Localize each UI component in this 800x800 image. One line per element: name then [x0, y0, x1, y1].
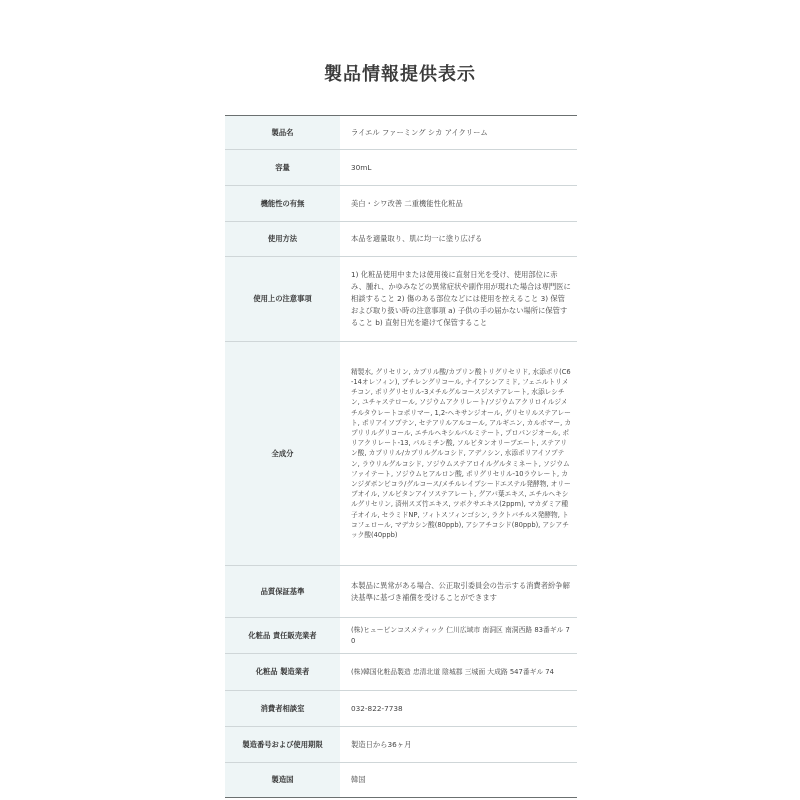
table-row — [225, 763, 577, 798]
row-label: 機能性の有無 — [225, 186, 340, 222]
row-value: 精製水, グリセリン, カプリル酸/カプリン酸トリグリセリド, 水添ポリ(C6-14オレフィン), ブチレングリコール, ナイアシンアミド, フェニルトリメチコン, ポリグリセリル-3メチルグルコースジステアレート, 水添レシチン, ユチャステロール, ソジウムアクリレート/ソジウムアクリロイルジメチルタウレートコポリマー, 1,2-ヘキサンジオール, グリセリルステアレート, ポリアイソプテン, セテアリルアルコール, アルギニン, カルボマー, カプリリルグリコール, エチルヘキシルパルミテート, プロパンジオール, ポリアクリレート-13, パルミチン酸, ソルビタンオリーブエート, ステアリン酸, カプリリル/カプリルグルコシド, アデノシン, 水添ポリアイソプテン, ラウリルグルコシド, ソジウムステアロイルグルタミネート, ソジウムファイテート, ソジウムヒアルロン酸, ポリグリセリル-10ラウレート, カンジダボンビコラ/グルコース/メチルレイプシードエステル発酵物, オリーブオイル, ソルビタンアイソステアレート, グアバ葉エキス, エチルヘキシルグリセリン, 済州スズ竹エキス, ツボクサエキス(2ppm), マカダミア種子オイル, セラミドNP, フィトスフィンゴシン, ラクトバチルス発酵物, トコフェロール, マデカシン酸(80ppb), アシアチコシド(80ppb), アシアチック酸(40ppb) — [351, 367, 572, 539]
row-label: 化粧品 製造業者 — [225, 654, 340, 691]
row-label: 使用上の注意事項 — [225, 257, 340, 342]
row-value: 韓国 — [351, 775, 366, 785]
row-label: 製品名 — [225, 116, 340, 150]
row-label: 使用方法 — [225, 222, 340, 257]
row-value: (株)韓国化粧品製造 忠清北道 陰城郡 三城面 大成路 547番ギル 74 — [351, 667, 554, 676]
row-label: 製造番号および使用期限 — [225, 727, 340, 763]
row-label: 消費者相談室 — [225, 691, 340, 727]
row-label: 全成分 — [225, 342, 340, 566]
row-value: 本品を適量取り、肌に均一に塗り広げる — [351, 234, 483, 244]
row-value: 30mL — [351, 162, 372, 172]
table-row — [225, 727, 577, 763]
table-row — [225, 618, 577, 654]
table-row — [225, 257, 577, 342]
table-row — [225, 342, 577, 566]
row-value: 本製品に異常がある場合、公正取引委員会の告示する消費者紛争解決基準に基づき補償を受けることができます — [351, 580, 570, 602]
table-row — [225, 222, 577, 257]
row-label: 製造国 — [225, 763, 340, 798]
row-label: 化粧品 責任販売業者 — [225, 618, 340, 654]
row-value: 製造日から36ヶ月 — [351, 739, 412, 749]
page-title: 製品情報提供表示 — [324, 64, 476, 85]
row-value: 1) 化粧品使用中または使用後に直射日光を受け、使用部位に赤み、腫れ、かゆみなどの異常症状や副作用が現れた場合は専門医に相談すること 2) 傷のある部位などには使用を控えること 3) 保管および取り扱い時の注意事項 a) 子供の手の届かない場所に保管すること b) 直射日光を避けて保管すること — [351, 270, 571, 327]
table-row — [225, 566, 577, 618]
row-label: 容量 — [225, 150, 340, 186]
row-value: 032-822-7738 — [351, 703, 403, 713]
row-label: 品質保証基準 — [225, 566, 340, 618]
table-row — [225, 116, 577, 150]
table-row — [225, 150, 577, 186]
row-value: ライエル ファーミング シカ アイクリーム — [351, 127, 488, 137]
row-value: (株)ヒュービンコスメティック 仁川広域市 南洞区 南洞西路 83番ギル 70 — [351, 625, 570, 645]
product-info-table — [225, 115, 577, 798]
row-value: 美白・シワ改善 二重機能性化粧品 — [351, 198, 463, 208]
table-row — [225, 654, 577, 691]
table-row — [225, 186, 577, 222]
table-row — [225, 691, 577, 727]
